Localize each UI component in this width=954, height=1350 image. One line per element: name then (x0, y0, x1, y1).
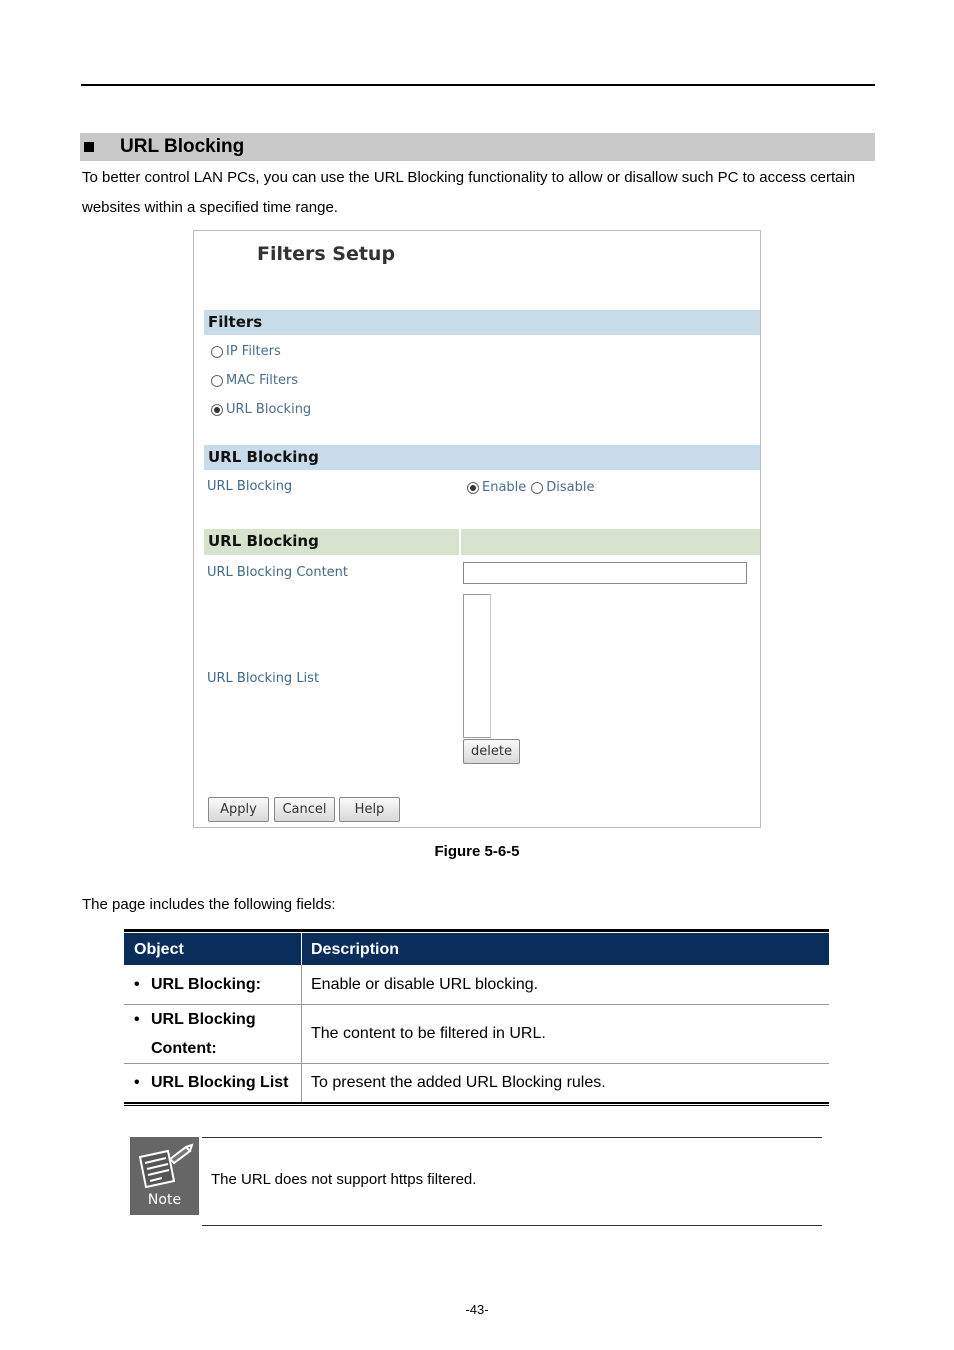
description-cell: Enable or disable URL blocking. (311, 976, 539, 993)
table-top-rule (124, 929, 829, 932)
table-header (124, 933, 829, 965)
note-icon (130, 1137, 199, 1215)
url-blocking-header (204, 445, 760, 470)
figure-caption: Figure 5-6-5 (434, 843, 520, 860)
description-cell: The content to be filtered in URL. (311, 1025, 546, 1042)
note-text: The URL does not support https filtered. (211, 1171, 477, 1188)
object-text-continued: Content: (151, 1040, 217, 1057)
top-rule (81, 84, 875, 86)
table-row (124, 1064, 829, 1102)
rules-header-label: URL Blocking (208, 532, 319, 550)
page-number: -43- (465, 1302, 489, 1317)
radio-label: URL Blocking (226, 402, 312, 417)
radio-selected-icon[interactable] (467, 482, 479, 494)
section-title: URL Blocking (120, 136, 245, 157)
header-object: Object (134, 941, 184, 958)
enable-label: Enable (482, 480, 527, 495)
apply-button[interactable]: Apply (208, 797, 269, 822)
radio-label: MAC Filters (226, 373, 299, 388)
url-blocking-list-box[interactable] (463, 594, 491, 738)
note-pencil-icon (130, 1137, 199, 1193)
radio-mac-filters[interactable] (211, 373, 298, 388)
radio-url-blocking[interactable] (211, 402, 311, 417)
radio-icon[interactable] (211, 375, 223, 387)
lead-text: The page includes the following fields: (82, 896, 336, 913)
help-button[interactable]: Help (339, 797, 400, 822)
header-separator (301, 933, 302, 965)
radio-icon[interactable] (211, 346, 223, 358)
figure-title: Filters Setup (257, 243, 396, 265)
note-icon-label: Note (147, 1192, 182, 1208)
intro-paragraph: To better control LAN PCs, you can use the URL Blocking functionality to allow or disallow such PC to access certain websites within a specified time range. (82, 169, 856, 216)
header-description: Description (311, 941, 400, 958)
url-blocking-label: URL Blocking (207, 479, 293, 494)
note-top-rule (202, 1137, 822, 1138)
object-text: URL Blocking List (151, 1074, 289, 1091)
url-blocking-content-input[interactable] (463, 562, 747, 584)
bullet-icon: • (134, 1011, 140, 1028)
url-blocking-list-label: URL Blocking List (207, 671, 320, 686)
radio-ip-filters[interactable] (211, 344, 281, 359)
delete-button[interactable]: delete (463, 739, 520, 764)
url-blocking-rules-header (204, 529, 760, 555)
table-row (124, 965, 829, 1005)
radio-label: IP Filters (226, 344, 281, 359)
filters-setup-screenshot (193, 230, 761, 828)
filters-header-label: Filters (208, 313, 263, 331)
filters-header (204, 310, 760, 335)
object-text: URL Blocking (151, 1011, 256, 1028)
disable-label: Disable (546, 480, 595, 495)
url-blocking-header-label: URL Blocking (208, 448, 319, 466)
cancel-button[interactable]: Cancel (274, 797, 335, 822)
header-divider (459, 529, 461, 555)
square-bullet-icon (84, 142, 94, 152)
radio-disable-icon[interactable] (531, 482, 543, 494)
table-bottom-rule (124, 1102, 829, 1106)
radio-selected-icon[interactable] (211, 404, 223, 416)
radio-enable[interactable] (467, 480, 595, 495)
bullet-icon: • (134, 1074, 140, 1091)
bullet-icon: • (134, 976, 140, 993)
note-bottom-rule (202, 1225, 822, 1226)
description-cell: To present the added URL Blocking rules. (311, 1074, 606, 1091)
table-row (124, 1005, 829, 1064)
object-text: URL Blocking: (151, 976, 261, 993)
table-column-separator (301, 965, 302, 1103)
url-blocking-content-label: URL Blocking Content (207, 565, 349, 580)
